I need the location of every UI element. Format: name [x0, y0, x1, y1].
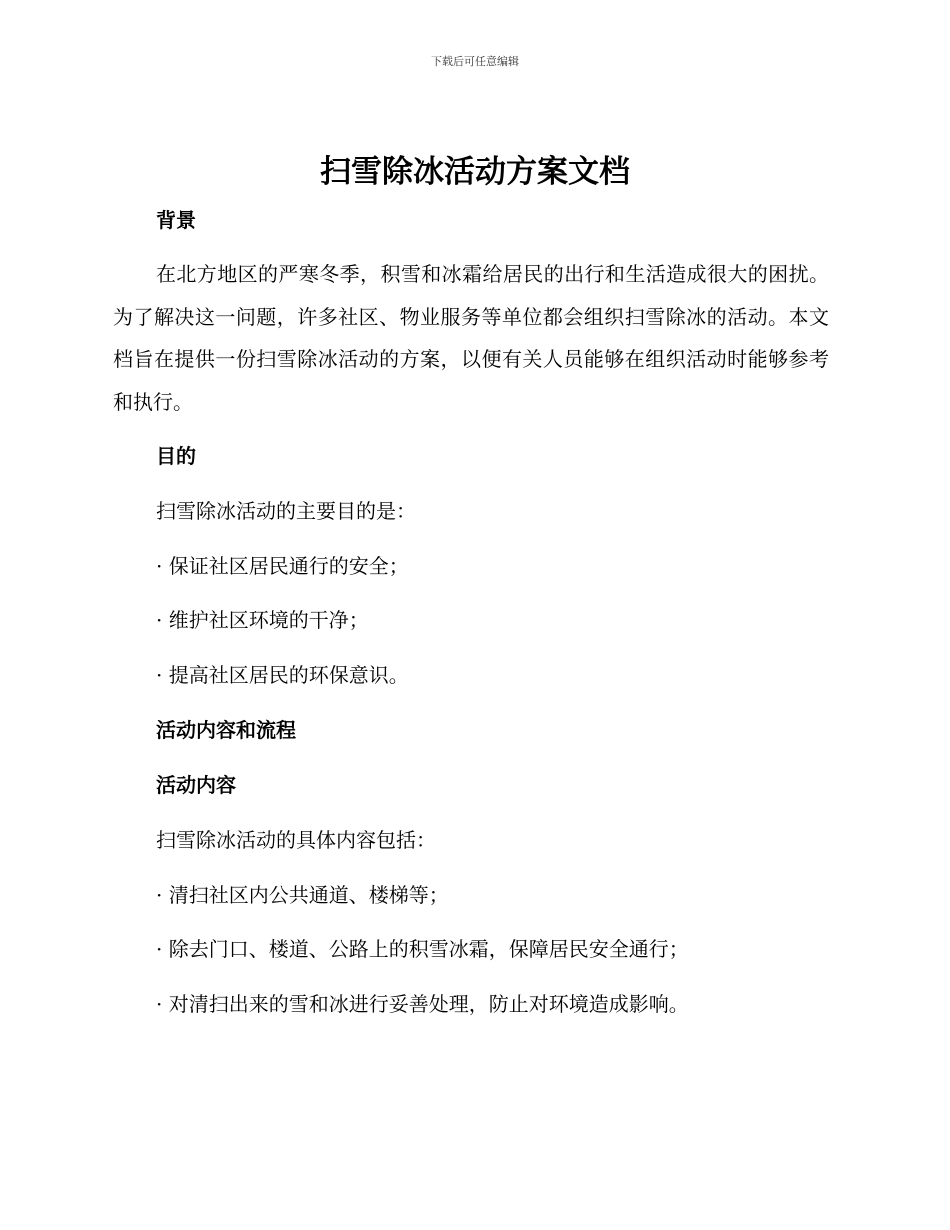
- subheading-activity-content: 活动内容: [156, 773, 236, 797]
- activity-intro: 扫雪除冰活动的具体内容包括：: [156, 828, 436, 852]
- page-header-note: 下载后可任意编辑: [431, 55, 519, 68]
- heading-background: 背景: [156, 208, 196, 232]
- activity-item: · 除去门口、楼道、公路上的积雪冰霜，保障居民安全通行；: [156, 937, 689, 961]
- activity-item: · 清扫社区内公共通道、楼梯等；: [156, 883, 449, 907]
- purpose-intro: 扫雪除冰活动的主要目的是：: [156, 499, 416, 523]
- background-paragraph: 在北方地区的严寒冬季，积雪和冰霜给居民的出行和生活造成很大的困扰。为了解决这一问题，许多社区、物业服务等单位都会组织扫雪除冰的活动。本文档旨在提供一份扫雪除冰活动的方案，以便有关人员能够在组织活动时能够参考和执行。: [113, 262, 829, 414]
- purpose-item: · 保证社区居民通行的安全；: [156, 554, 409, 578]
- heading-activity-content-and-process: 活动内容和流程: [156, 718, 296, 742]
- purpose-item: · 维护社区环境的干净；: [156, 608, 369, 632]
- document-title: 扫雪除冰活动方案文档: [320, 154, 630, 190]
- purpose-item: · 提高社区居民的环保意识。: [156, 663, 409, 687]
- heading-purpose: 目的: [156, 444, 196, 468]
- activity-item: · 对清扫出来的雪和冰进行妥善处理，防止对环境造成影响。: [156, 992, 689, 1016]
